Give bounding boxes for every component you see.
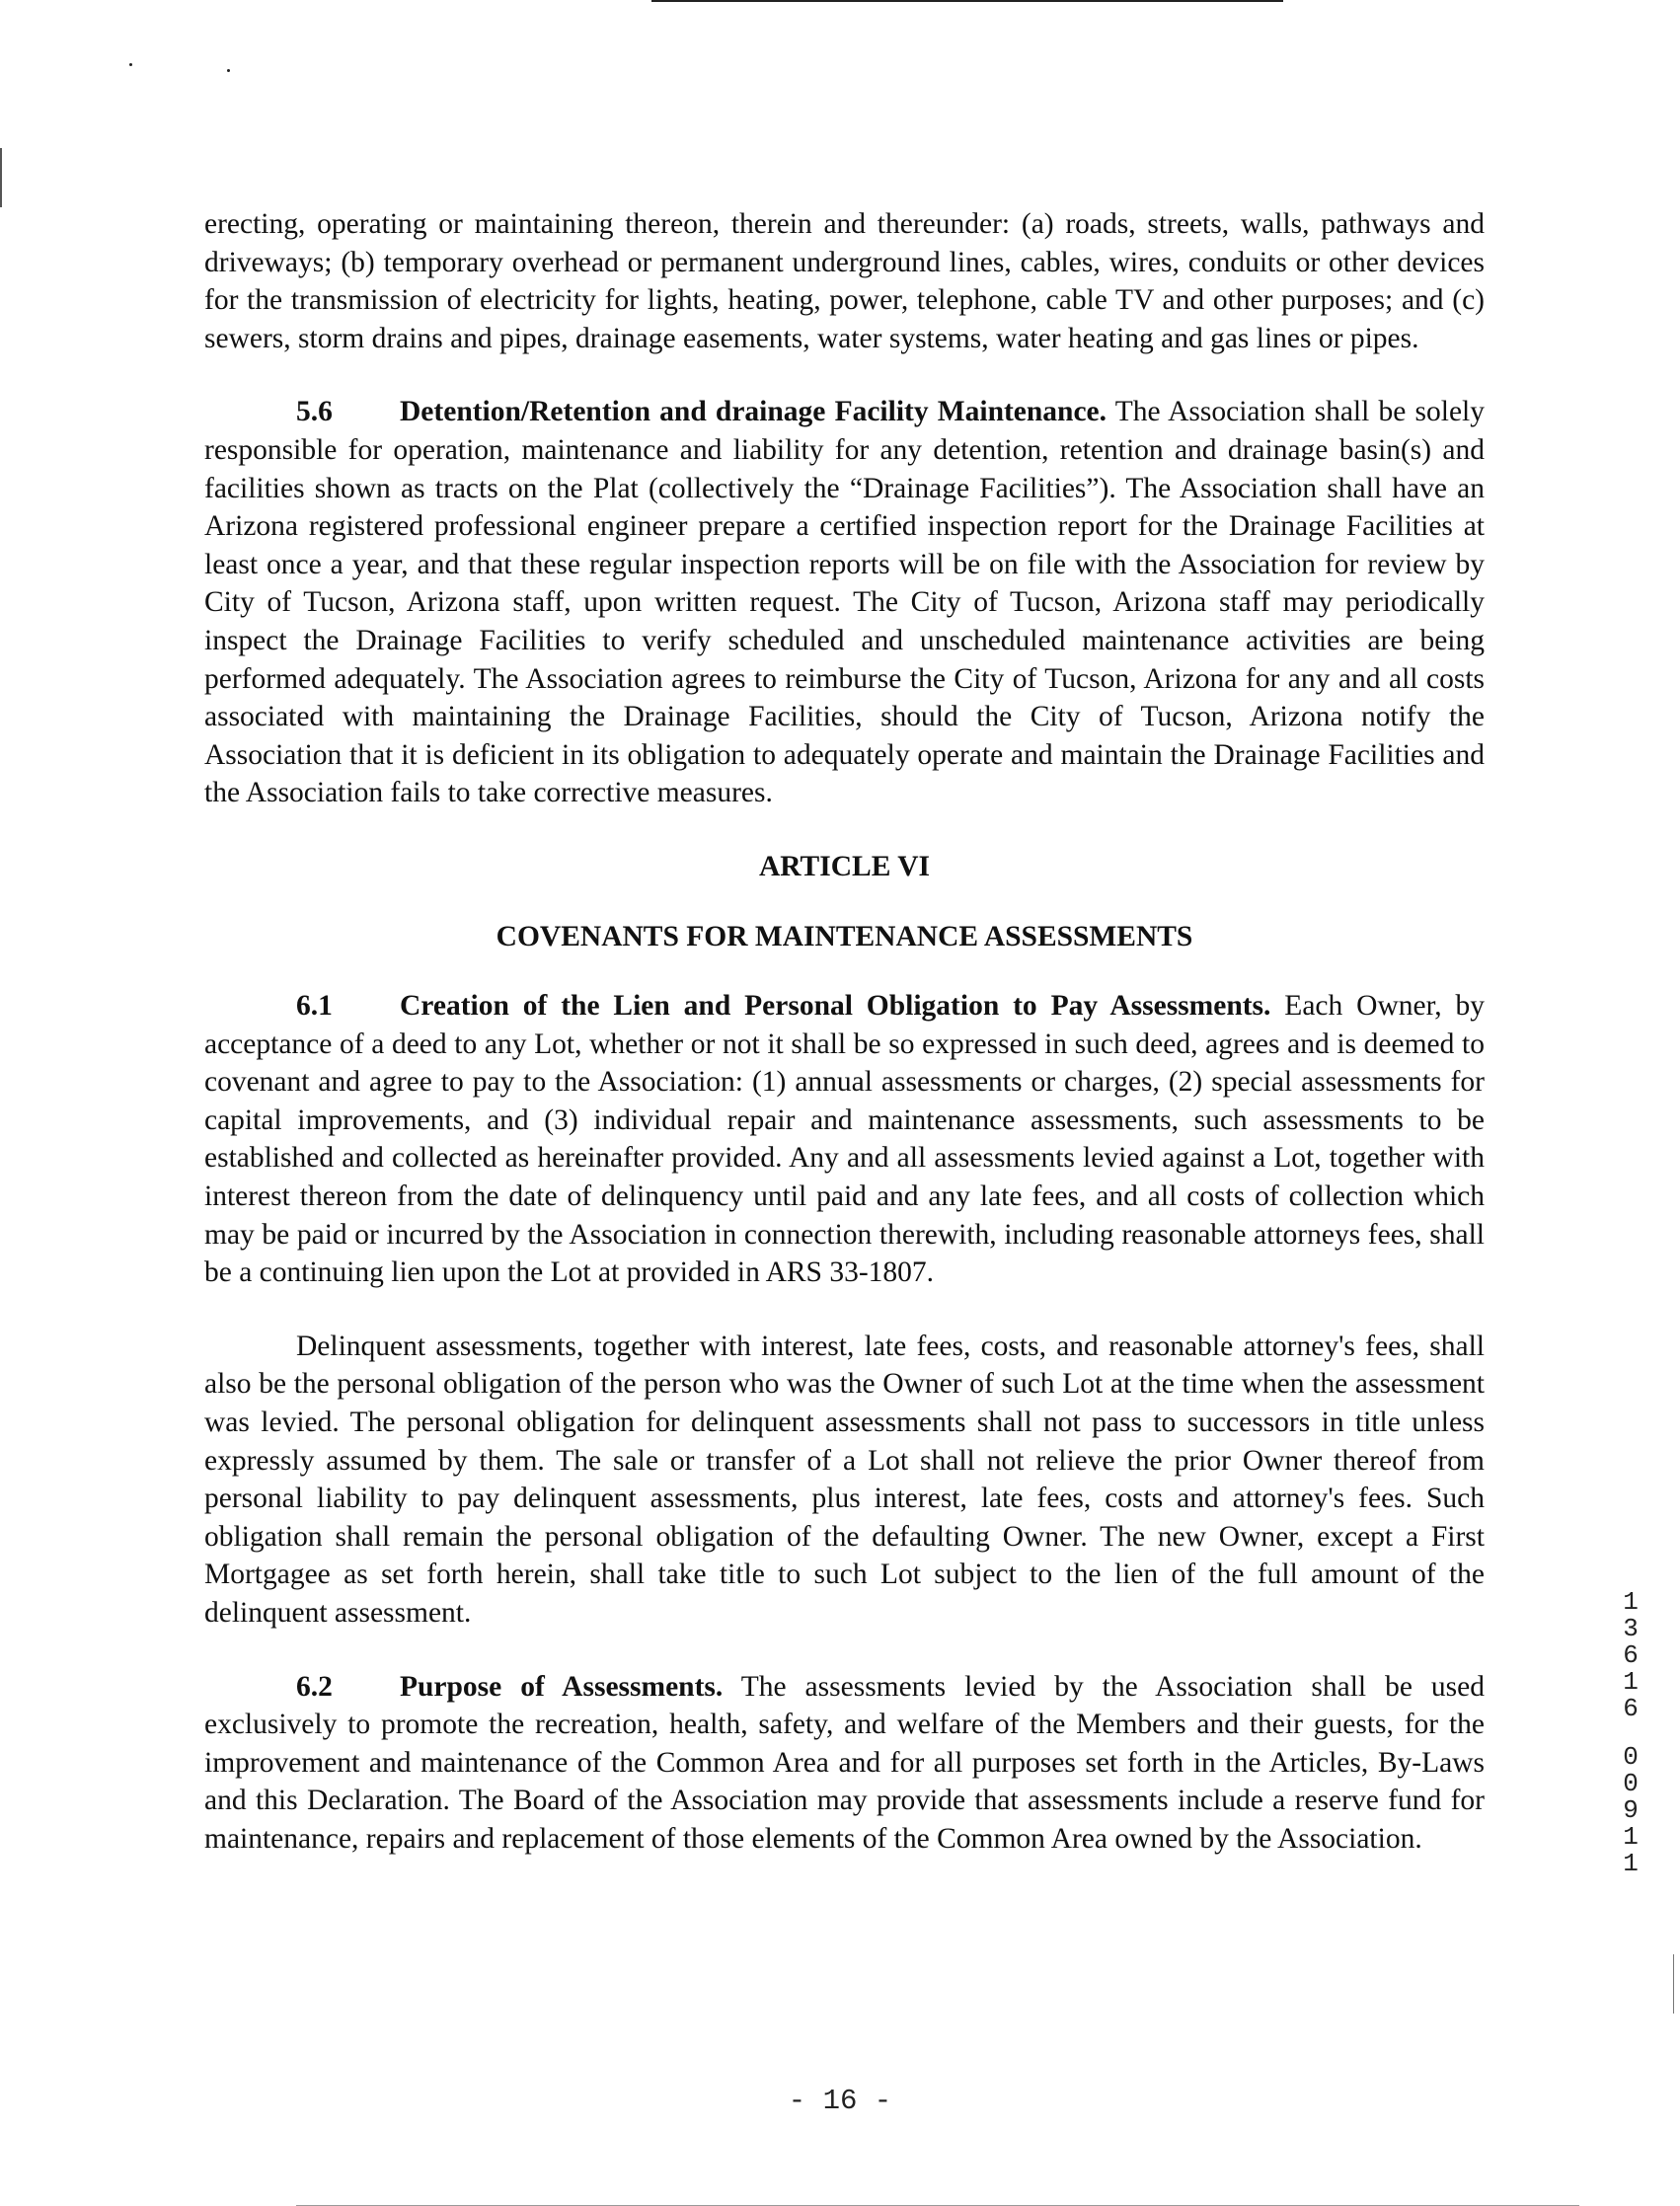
page-number: - 16 - (788, 2085, 892, 2117)
section-6-1 (204, 987, 1485, 1292)
scan-speck (129, 63, 132, 66)
recording-stamp (1619, 1589, 1642, 1877)
scan-speck (227, 69, 230, 72)
top-scan-rule (651, 0, 1283, 2)
section-number: 6.1 (296, 990, 333, 1023)
section-number: 6.2 (296, 1670, 333, 1703)
section-title: Detention/Retention and drainage Facility Maintenance. (400, 396, 1107, 428)
right-scan-edge (1673, 1954, 1674, 2014)
intro-paragraph: erecting, operating or maintaining thereon, therein and thereunder: (a) roads, streets, walls, pathways and driveways; (b) temporary overhead or permanent underground lines, cables, wires, conduits or other devices for the transmission of electricity for lights, heating, power, telephone, cable TV and other purposes; and (c) sewers, storm drains and pipes, drainage easements, water systems, water heating and gas lines or pipes. (204, 208, 1485, 354)
document-body (204, 205, 1485, 1894)
section-number: 5.6 (296, 396, 333, 428)
article-heading: ARTICLE VI (758, 850, 930, 882)
section-body: The assessments levied by the Association shall be used exclusively to promote the recreation, health, safety, and welfare of the Members and their guests, for the improvement and maintenance of the Common Area and for all purposes set forth in the Articles, By-Laws and this Declaration. The Board of the Association may provide that assessments include a reserve fund for maintenance, repairs and replacement of those elements of the Common Area owned by the Association. (204, 1670, 1485, 1855)
recording-stamp-page: 00911 (1623, 1742, 1639, 1878)
section-body: The Association shall be solely responsible for operation, maintenance and liability for any detention, retention and drainage basin(s) and facilities shown as tracts on the Plat (collectively the “Drainage Facilities”). The Association shall have an Arizona registered professional engineer prepare a certified inspection report for the Drainage Facilities at least once a year, and that these regular inspection reports will be on file with the Association for review by City of Tucson, Arizona staff, upon written request. The City of Tucson, Arizona staff may periodically inspect the Drainage Facilities to verify scheduled and unscheduled maintenance activities are being performed adequately. The Association agrees to reimburse the City of Tucson, Arizona for any and all costs associated with maintaining the Drainage Facilities, should the City of Tucson, Arizona notify the Association that it is deficient in its obligation to adequately operate and maintain the Drainage Facilities and the Association fails to take corrective measures. (204, 396, 1485, 809)
section-title: Creation of the Lien and Personal Obligation to Pay Assessments. (400, 990, 1271, 1023)
section-body: Each Owner, by acceptance of a deed to any Lot, whether or not it shall be so expressed in such deed, agrees and is deemed to covenant and agree to pay to the Association: (1) annual assessments or charges, (2) special assessments for capital improvements, and (3) individual repair and maintenance assessments, such assessments to be established and collected as hereinafter provided. Any and all assessments levied against a Lot, together with interest thereon from the date of delinquency until paid and any late fees, and all costs of collection which may be paid or incurred by the Association in connection therewith, including reasonable attorneys fees, shall be a continuing lien upon the Lot at provided in ARS 33-1807. (204, 990, 1485, 1289)
delinquent-assessments-paragraph: Delinquent assessments, together with interest, late fees, costs, and reasonable attorney's fees, shall also be the personal obligation of the person who was the Owner of such Lot at the time when the assessment was levied. The personal obligation for delinquent assessments shall not pass to successors in title unless expressly assumed by them. The sale or transfer of a Lot shall not relieve the prior Owner thereof from personal liability to pay delinquent assessments, plus interest, late fees, costs and attorney's fees. Such obligation shall remain the personal obligation of the defaulting Owner. The new Owner, except a First Mortgagee as set forth herein, shall take title to such Lot subject to the lien of the full amount of the delinquent assessment. (204, 1330, 1485, 1629)
left-scan-edge (0, 148, 2, 207)
section-title: Purpose of Assessments. (400, 1670, 724, 1703)
section-5-6 (204, 393, 1485, 812)
article-title: COVENANTS FOR MAINTENANCE ASSESSMENTS (496, 920, 1193, 952)
section-6-2 (204, 1668, 1485, 1859)
recording-stamp-docket: 13616 (1623, 1587, 1639, 1723)
